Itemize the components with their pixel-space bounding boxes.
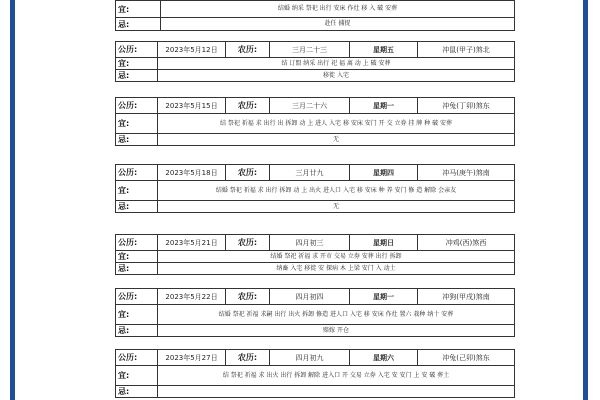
ji-label: 忌:	[116, 70, 158, 82]
page-frame	[10, 0, 588, 400]
yi-text: 结 祭祀 祈福 求 出火 出行 拆卸 解除 进入口 开 交易 立券 入宅 安 安门 上 安 破 葬土	[158, 366, 515, 386]
ji-text: 赴任 捕捉	[161, 18, 515, 31]
top-partial-block	[115, 0, 515, 31]
clash-direction: 冲兔(丁卯)煞东	[418, 98, 515, 114]
gongli-label: 公历:	[116, 165, 158, 181]
solar-date: 2023年5月18日	[158, 165, 226, 181]
weekday: 星期六	[350, 350, 418, 366]
clash-direction: 冲兔(己卯)煞东	[418, 350, 515, 366]
ji-text: 无	[158, 134, 515, 146]
gongli-label: 公历:	[116, 42, 158, 58]
lunar-date: 四月初四	[270, 289, 350, 305]
ji-text	[158, 386, 515, 398]
ji-label: 忌:	[116, 18, 161, 31]
clash-direction: 冲鸡(西)煞西	[418, 235, 515, 251]
gongli-label: 公历:	[116, 350, 158, 366]
lunar-date: 三月廿九	[270, 165, 350, 181]
nongli-label: 农历:	[226, 98, 270, 114]
yi-label: 宜:	[116, 58, 158, 70]
weekday: 星期五	[350, 42, 418, 58]
ji-text: 赔嫁 开仓	[158, 325, 515, 337]
ji-text: 移徙 入宅	[158, 70, 515, 82]
weekday: 星期四	[350, 165, 418, 181]
lunar-date: 四月初三	[270, 235, 350, 251]
day-entry	[115, 349, 515, 398]
yi-label: 宜:	[116, 305, 158, 325]
clash-direction: 冲狗(甲戌)煞南	[418, 289, 515, 305]
day-entry	[115, 41, 515, 82]
ji-label: 忌:	[116, 325, 158, 337]
day-entry	[115, 97, 515, 146]
solar-date: 2023年5月21日	[158, 235, 226, 251]
weekday: 星期一	[350, 289, 418, 305]
solar-date: 2023年5月22日	[158, 289, 226, 305]
gongli-label: 公历:	[116, 289, 158, 305]
yi-label: 宜:	[116, 251, 158, 263]
yi-text: 结婚 祭祀 祈福 求嗣 出行 出火 拆卸 修造 进人口 入宅 移 安床 作灶 置六 栽种 纳十 安葬	[158, 305, 515, 325]
solar-date: 2023年5月27日	[158, 350, 226, 366]
day-entry	[115, 164, 515, 213]
yi-text: 结 祭祀 祈福 求 出行 出 拆卸 动 上 进人 入宅 移 安床 安门 开 交 立券 挂 牌 种 破 安葬	[158, 114, 515, 134]
weekday: 星期日	[350, 235, 418, 251]
ji-label: 忌:	[116, 263, 158, 275]
gongli-label: 公历:	[116, 235, 158, 251]
ji-text: 纳畜 入宅 移徙 安 探病 木 上梁 安门 入 动土	[158, 263, 515, 275]
gongli-label: 公历:	[116, 98, 158, 114]
day-entry	[115, 288, 515, 337]
yi-label: 宜:	[116, 181, 158, 201]
solar-date: 2023年5月12日	[158, 42, 226, 58]
yi-text: 结婚 祭祀 祈福 求 出行 拆卸 动 上 出火 进人口 入宅 移 安床 种 养 安门 修 造 解除 会亲友	[158, 181, 515, 201]
yi-text: 结 订盟 纳采 出行 祀 福 离 动 上 破 安葬	[158, 58, 515, 70]
yi-text: 结婚 祭祀 祈福 求 开市 交易 立券 安葬 出行 拆卸	[158, 251, 515, 263]
nongli-label: 农历:	[226, 42, 270, 58]
clash-direction: 冲马(庚午)煞南	[418, 165, 515, 181]
clash-direction: 冲鼠(甲子)煞北	[418, 42, 515, 58]
lunar-date: 四月初九	[270, 350, 350, 366]
yi-text: 结婚 纳采 祭祀 出行 安床 作灶 移 入 破 安葬	[161, 1, 515, 18]
ji-text: 无	[158, 201, 515, 213]
lunar-date: 三月二十三	[270, 42, 350, 58]
ji-label: 忌:	[116, 201, 158, 213]
nongli-label: 农历:	[226, 289, 270, 305]
lunar-date: 三月二十六	[270, 98, 350, 114]
solar-date: 2023年5月15日	[158, 98, 226, 114]
ji-label: 忌:	[116, 134, 158, 146]
yi-label: 宜:	[116, 1, 161, 18]
weekday: 星期一	[350, 98, 418, 114]
nongli-label: 农历:	[226, 165, 270, 181]
nongli-label: 农历:	[226, 235, 270, 251]
day-entry	[115, 234, 515, 275]
yi-label: 宜:	[116, 114, 158, 134]
ji-label: 忌:	[116, 386, 158, 398]
nongli-label: 农历:	[226, 350, 270, 366]
yi-label: 宜:	[116, 366, 158, 386]
